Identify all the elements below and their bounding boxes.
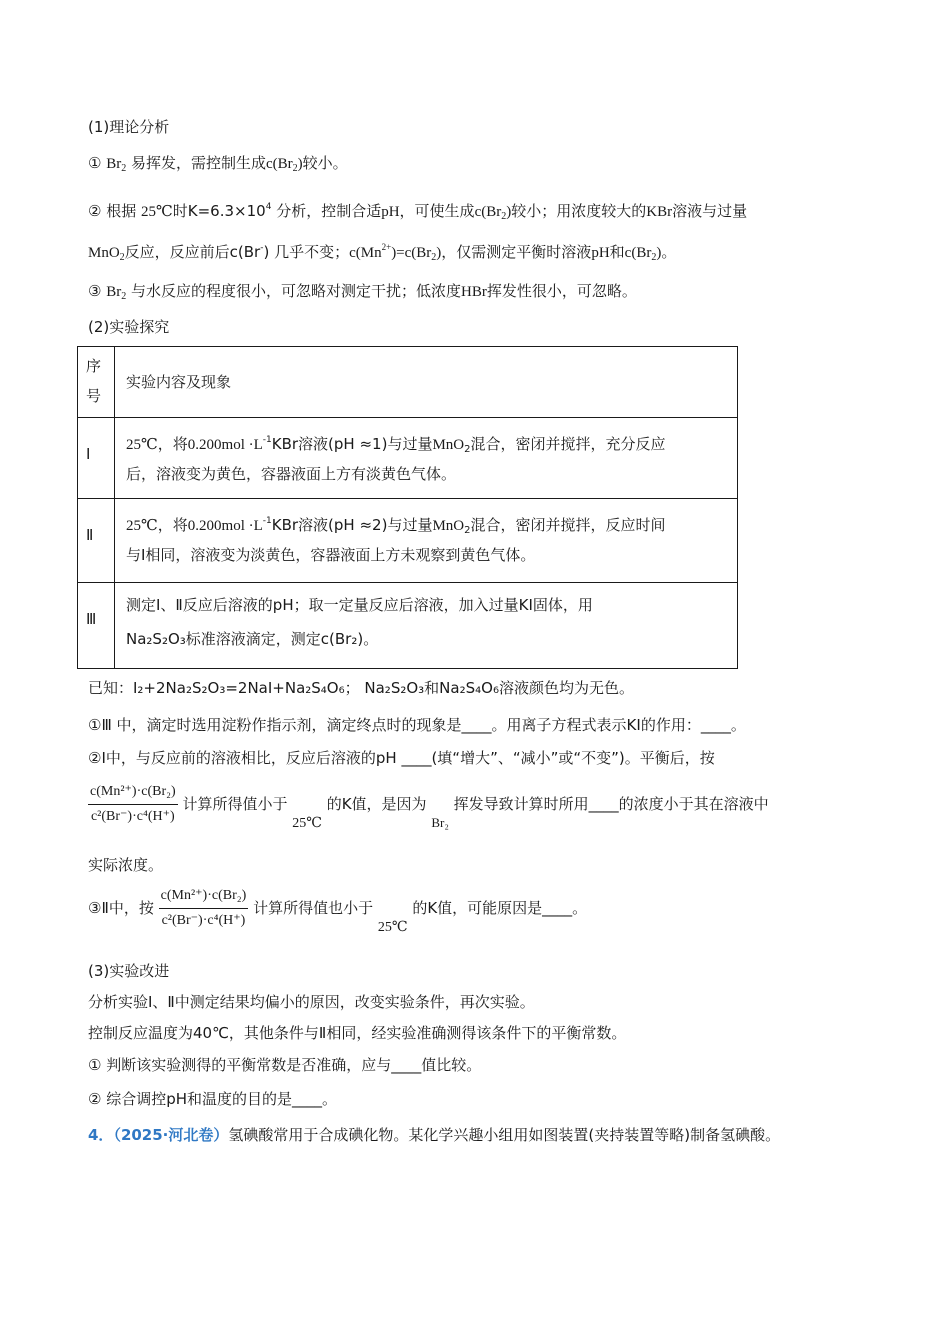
theory-line-3: MnO$_2$反应，反应前后c(Br-) 几乎不变；$c(Mn^{2+})=c(Br_2)$，仅需测定平衡时溶液pH和$c(Br_2)$。 [88,242,677,263]
question-4-text: 氢碘酸常用于合成碘化物。某化学兴趣小组用如图装置(夹持装置等略)制备氢碘酸。 [228,1126,781,1144]
equilibrium-fraction: $\frac{\text{c(Mn²⁺)·c(Br₂)}}{\text{c²(Br⁻)·c⁴(H⁺)}}$ [160,888,247,928]
question-2-line-1: ②Ⅰ中，与反应前的溶液相比，反应后溶液的pH ____(填“增大”、“减小”或“不变”)。平衡后，按 [88,749,715,767]
theory-line-1: ① $Br_2$ 易挥发，需控制生成$c(Br_2)$较小。 [88,154,348,174]
table-row-3 [78,582,737,668]
row-content-line-1: 25℃，将$0.200mol \cdot L^{-1}KBr$溶液(pH ≈1)与过量MnO$_2$混合，密闭并搅拌，充分反应 [126,435,666,455]
section3-line-3: ① 判断该实验测得的平衡常数是否准确，应与____值比较。 [88,1056,482,1074]
row-number: Ⅲ [86,610,97,628]
question-2-line-3: 实际浓度。 [88,856,164,874]
question-2-line-2: $\frac{\text{c(Mn²⁺)·c(Br₂)}}{\text{c²(Br⁻)·c⁴(H⁺)}}$ 计算所得值小于 25℃ 的K值，是因为 Br₂ 挥发导致计算时所用____的浓度小于其在溶液中 [90,784,769,831]
row-content-line-1: 25℃，将$0.200mol \cdot L^{-1}KBr$溶液(pH ≈2)与过量MnO$_2$混合，密闭并搅拌，反应时间 [126,516,666,536]
table-header-row [78,347,737,418]
equilibrium-fraction: $\frac{\text{c(Mn²⁺)·c(Br₂)}}{\text{c²(Br⁻)·c⁴(H⁺)}}$ [90,784,176,824]
section3-heading: (3)实验改进 [88,962,170,980]
row-number: Ⅰ [86,445,91,463]
header-number: 序号 [86,357,102,405]
experiment-table [77,346,738,669]
header-content: 实验内容及现象 [126,373,232,391]
row-content-line-2: Na₂S₂O₃标准溶液滴定，测定c(Br₂)。 [126,630,379,648]
question-4-number: 4． [88,1126,114,1144]
table-row-2 [78,498,737,583]
theory-line-4: ③ $Br_2$ 与水反应的程度很小，可忽略对测定干扰；低浓度HBr挥发性很小，可忽略。 [88,282,637,302]
row-content-line-2: 与Ⅰ相同，溶液变为淡黄色，容器液面上方未观察到黄色气体。 [126,546,536,564]
section3-line-4: ② 综合调控pH和温度的目的是____。 [88,1090,338,1108]
section1-heading: (1)理论分析 [88,118,170,136]
question-1: ①Ⅲ 中，滴定时选用淀粉作指示剂，滴定终点时的现象是____。用离子方程式表示KI的作用：____。 [88,716,746,734]
row-content-line-2: 后，溶液变为黄色，容器液面上方有淡黄色气体。 [126,465,457,483]
known-info: 已知：I₂+2Na₂S₂O₃=2NaI+Na₂S₄O₆； Na₂S₂O₃和Na₂S₄O₆溶液颜色均为无色。 [88,679,634,697]
section2-heading: (2)实验探究 [88,318,170,336]
theory-line-2: ② 根据 25℃时$K=6.3\times 10^4$ 分析，控制合适pH，可使生成$c(Br_2)$较小；用浓度较大的KBr溶液与过量 [88,202,748,222]
section3-line-1: 分析实验Ⅰ、Ⅱ中测定结果均偏小的原因，改变实验条件，再次实验。 [88,993,535,1011]
row-number: Ⅱ [86,526,94,544]
section3-line-2: 控制反应温度为40℃，其他条件与Ⅱ相同，经实验准确测得该条件下的平衡常数。 [88,1024,627,1042]
question-4 [88,1124,780,1146]
table-row-1 [78,417,737,499]
question-4-source: （2025·河北卷） [113,1126,229,1144]
row-content-line-1: 测定Ⅰ、Ⅱ反应后溶液的pH；取一定量反应后溶液，加入过量KI固体，用 [126,596,593,614]
question-3: ③Ⅱ中，按 $\frac{\text{c(Mn²⁺)·c(Br₂)}}{\text{c²(Br⁻)·c⁴(H⁺)}}$ 计算所得值也小于 25℃ 的K值，可能原因是____。 [88,888,588,935]
